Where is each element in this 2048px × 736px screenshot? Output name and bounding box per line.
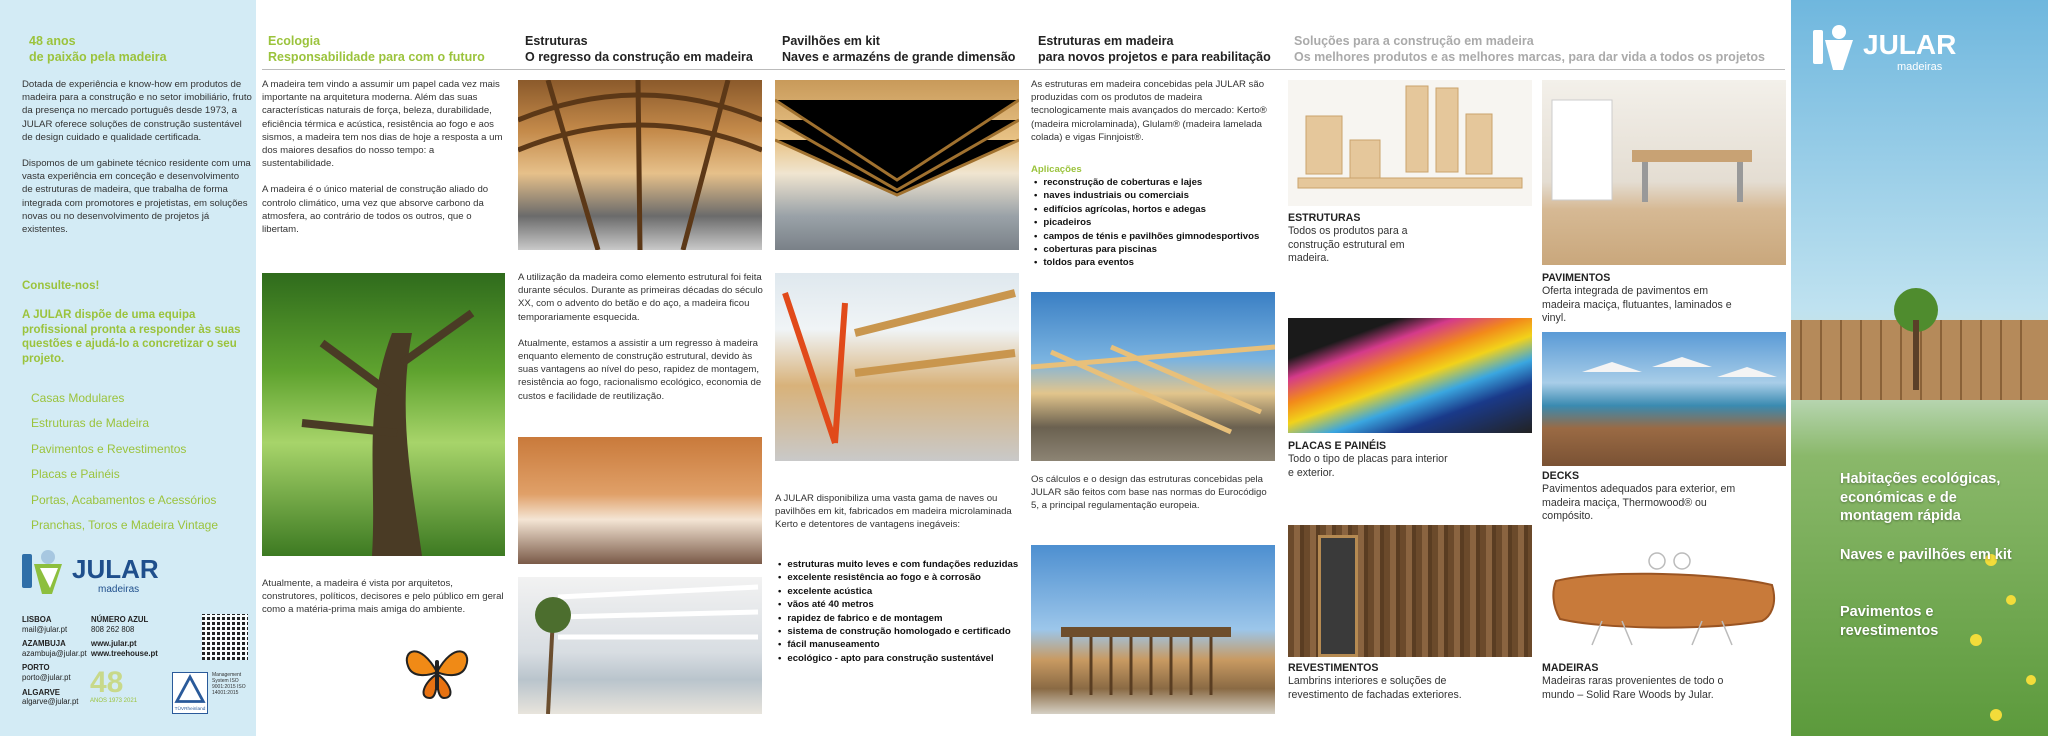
- list-item: • edifícios agrícolas, hortos e adegas: [1034, 203, 1279, 216]
- svg-text:JULAR: JULAR: [1863, 29, 1957, 60]
- butterfly-icon: [400, 636, 474, 706]
- pergola-palms-photo: [518, 577, 762, 714]
- ecologia-paragraph-1: A madeira tem vindo a assumir um papel cada vez mais importante na arquitetura moderna. Além das suas características naturais de força, beleza, durabilidade, eficiência térmica e acústica, resistência ao fogo e aos sismos, a madeira tem nos dias de hoje a resposta a um dos maiores desafios do nosso tempo: a sustentabilidade.: [262, 79, 503, 170]
- list-item: • vãos até 40 metros: [778, 598, 1023, 611]
- certification-text: Management System ISO 9001:2015 ISO 14001:2015: [212, 672, 246, 696]
- ecologia-text: [262, 78, 507, 249]
- estruturas-madeira-intro: As estruturas em madeira concebidas pela JULAR são produzidas com os produtos de madeira tecnologicamente mais avançados do mercado: Kerto® (madeira microlaminada), Glulam® (madeira lamelada colada) e vigas Finnjoist®.: [1031, 79, 1267, 143]
- list-item: • campos de ténis e pavilhões gimnodesportivos: [1034, 230, 1279, 243]
- list-item: • estruturas muito leves e com fundações reduzidas: [778, 558, 1023, 571]
- revestimentos-photo: [1288, 525, 1532, 657]
- website-link[interactable]: www.jular.pt: [91, 639, 137, 649]
- cover-jular-logo: [1813, 22, 1973, 78]
- menu-item-placas[interactable]: Placas e Painéis: [31, 467, 120, 482]
- promo-naves: Naves e pavilhões em kit: [1840, 547, 2012, 563]
- pavilhoes-header: Pavilhões em kit Naves e armazéns de grande dimensão: [782, 34, 1016, 64]
- list-item: • reconstrução de coberturas e lajes: [1034, 176, 1279, 189]
- product-menu: [31, 386, 218, 538]
- item-placas: PLACAS E PAINÉIS Todo o tipo de placas para interior e exterior.: [1288, 440, 1448, 479]
- promo-habitacoes: Habitações ecológicas, económicas e de montagem rápida: [1840, 471, 2001, 524]
- ecologia-header: Ecologia Responsabilidade para com o futuro: [268, 34, 485, 64]
- list-item: • excelente resistência ao fogo e à corrosão: [778, 571, 1023, 584]
- pavilhoes-intro: A JULAR disponibiliza uma vasta gama de naves ou pavilhões em kit, fabricados em madeira microlaminada Kerto e detentores de vantagens inegáveis:: [775, 493, 1012, 531]
- construction-crane-photo: [775, 273, 1019, 461]
- email-algarve[interactable]: algarve@jular.pt: [22, 697, 79, 707]
- item-decks: DECKS Pavimentos adequados para exterior, em madeira maciça, Thermowood® ou compósito.: [1542, 470, 1736, 523]
- tree-photo: [262, 273, 505, 556]
- estruturas-product-photo: [1288, 80, 1532, 206]
- item-revestimentos: REVESTIMENTOS Lambrins interiores e soluções de revestimento de fachadas exteriores.: [1288, 662, 1462, 701]
- menu-item-estruturas[interactable]: Estruturas de Madeira: [31, 416, 150, 431]
- phone-number[interactable]: 808 262 808: [91, 624, 135, 634]
- item-pavimentos: PAVIMENTOS Oferta integrada de pavimentos em madeira maciça, flutuantes, laminados e vinyl.: [1542, 272, 1732, 325]
- ecologia-paragraph-3: Atualmente, a madeira é vista por arquitetos, construtores, políticos, decisores e pelo público em geral como a matéria-prima mais amiga do ambiente.: [262, 578, 504, 616]
- tuv-certification-icon: [172, 672, 208, 714]
- menu-item-pavimentos[interactable]: Pavimentos e Revestimentos: [31, 441, 187, 456]
- pavimentos-photo: [1542, 80, 1786, 265]
- jular-logo: [22, 548, 172, 600]
- list-item: • rapidez de fabrico e de montagem: [778, 612, 1023, 625]
- list-item: • naves industriais ou comerciais: [1034, 189, 1279, 202]
- eurocodigo-text: Os cálculos e o design das estruturas concebidas pela JULAR são feitos com base nas normas do Eurocódigo 5, a principal regulamentação europeia.: [1031, 474, 1267, 512]
- estruturas-header: Estruturas O regresso da construção em madeira: [525, 34, 753, 64]
- about-header: 48 anos de paixão pela madeira: [29, 34, 167, 64]
- door-shape: [1318, 535, 1358, 657]
- contacts-left: LISBOA mail@jular.pt AZAMBUJA azambuja@jular.pt PORTO porto@jular.pt ALGARVE algarve@jular.pt: [22, 615, 87, 707]
- qr-code: [202, 614, 248, 660]
- madeiras-slab-photo: [1542, 545, 1786, 655]
- svg-text:JULAR: JULAR: [72, 554, 159, 584]
- solucoes-header: Soluções para a construção em madeira Os melhores produtos e as melhores marcas, para dar vida a todos os projetos: [1294, 34, 1765, 64]
- menu-item-portas[interactable]: Portas, Acabamentos e Acessórios: [31, 492, 217, 507]
- decks-photo: [1542, 332, 1786, 466]
- placas-paineis-photo: [1288, 318, 1532, 433]
- item-estruturas: ESTRUTURAS Todos os produtos para a construção estrutural em madeira.: [1288, 212, 1408, 265]
- estruturas-madeira-header: Estruturas em madeira para novos projetos e para reabilitação: [1038, 34, 1271, 64]
- cta-body: A JULAR dispõe de uma equipa profissional pronta a responder às suas questões e ajudá-lo a concretizar o seu projeto.: [22, 309, 241, 365]
- about-paragraph-1: Dotada de experiência e know-how em produtos de madeira para a construção e no setor imobiliário, fruto da presença no mercado português desde 1973, a JULAR oferece soluções de construção sustentável de design cuidado e qualidade certificada.: [22, 79, 252, 143]
- estruturas-paragraph-1: A utilização da madeira como elemento estrutural foi feita durante séculos. Durante as primeiras décadas do século XX, com o advento do betão e do aço, a madeira ficou temporariamente esquecida.: [518, 272, 763, 323]
- pavilhoes-bullet-list: [778, 558, 1023, 665]
- header-divider: [262, 69, 1785, 70]
- item-madeiras: MADEIRAS Madeiras raras provenientes de todo o mundo – Solid Rare Woods by Jular.: [1542, 662, 1724, 701]
- svg-text:madeiras: madeiras: [1897, 61, 1943, 73]
- treehouse-link[interactable]: www.treehouse.pt: [91, 648, 158, 658]
- svg-text:TÜVRheinland: TÜVRheinland: [174, 707, 206, 712]
- list-item: • excelente acústica: [778, 585, 1023, 598]
- menu-item-casas-modulares[interactable]: Casas Modulares: [31, 391, 125, 405]
- wood-building-photo: [1031, 545, 1275, 714]
- list-item: • toldos para eventos: [1034, 256, 1279, 269]
- wood-roof-photo: [518, 80, 762, 250]
- warehouse-photo: [775, 80, 1019, 250]
- email-azambuja[interactable]: azambuja@jular.pt: [22, 648, 87, 658]
- ecologia-paragraph-2: A madeira é o único material de construção aliado do controlo climático, uma vez que absorve carbono da atmosfera, ao contrário de todos os outros, que o libertam.: [262, 184, 489, 236]
- email-lisboa[interactable]: mail@jular.pt: [22, 624, 68, 634]
- wood-ceiling-photo: [518, 437, 762, 564]
- anniversary-badge: 48 ANOS 1973 2021: [90, 666, 138, 704]
- cta-title: Consulte-nos!: [22, 280, 100, 292]
- canopy-structure-photo: [1031, 292, 1275, 461]
- list-item: • fácil manuseamento: [778, 638, 1023, 651]
- aplicacoes-title: Aplicações: [1031, 164, 1082, 175]
- list-item: • coberturas para piscinas: [1034, 243, 1279, 256]
- email-porto[interactable]: porto@jular.pt: [22, 672, 71, 682]
- svg-text:madeiras: madeiras: [98, 584, 140, 595]
- list-item: • ecológico - apto para construção sustentável: [778, 652, 1023, 665]
- contacts-right: NÚMERO AZUL 808 262 808 www.jular.pt www.treehouse.pt: [91, 615, 158, 658]
- promo-pavimentos: Pavimentos e revestimentos: [1840, 604, 1939, 639]
- list-item: • sistema de construção homologado e certificado: [778, 625, 1023, 638]
- list-item: • picadeiros: [1034, 216, 1279, 229]
- aplicacoes-bullet-list: [1034, 176, 1279, 270]
- panel-about: [0, 0, 256, 736]
- estruturas-paragraph-2: Atualmente, estamos a assistir a um regresso à madeira enquanto elemento de construção estrutural, devido às suas vantagens ao nível do peso, rapidez de montagem, resistência ao fogo, racionalismo ecológico, economia de custos e facilidade de reutilização.: [518, 337, 762, 402]
- cover-panel: [1791, 0, 2048, 736]
- about-paragraph-2: Dispomos de um gabinete técnico residente com uma vasta experiência em conceção e desenvolvimento de estruturas de madeira, que trabalha de forma integrada com promotores e projetistas, em soluções novas ou no desenvolvimento de projetos já existentes.: [22, 158, 251, 236]
- menu-item-pranchas[interactable]: Pranchas, Toros e Madeira Vintage: [31, 518, 219, 533]
- about-text: [22, 78, 252, 249]
- estruturas-text: [518, 271, 763, 416]
